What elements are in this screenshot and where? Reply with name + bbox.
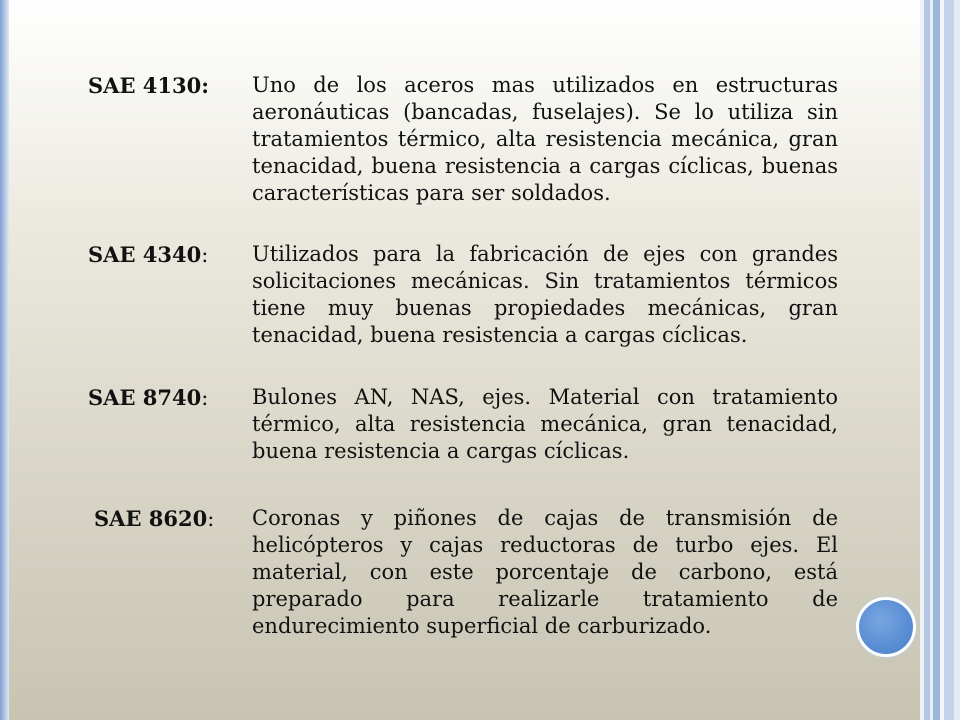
entry-code: SAE 4340:: [88, 242, 209, 267]
entry-description: Uno de los aceros mas utilizados en estructuras aeronáuticas (bancadas, fuselajes). Se lo utiliza sin tratamientos térmico, alta resistencia mecánica, gran tenacidad, buena resistencia a cargas cíclicas, buenas características para ser soldados.: [252, 73, 838, 205]
entry-description: Utilizados para la fabricación de ejes con grandes solicitaciones mecánicas. Sin tratamientos térmicos tiene muy buenas propiedades mecánicas, gran tenacidad, buena resistencia a cargas cíclicas.: [252, 242, 838, 347]
entry-description: Coronas y piñones de cajas de transmisión de helicópteros y cajas reductoras de turbo ejes. El material, con este porcentaje de carbono, está preparado para realizarle tratamiento de endurecimiento superficial de carburizado.: [252, 506, 838, 638]
entry-code: SAE 4130:: [88, 73, 209, 98]
entry-description: Bulones AN, NAS, ejes. Material con tratamiento térmico, alta resistencia mecánica, gran tenacidad, buena resistencia a cargas cíclicas.: [252, 385, 838, 463]
entry-code: SAE 8620:: [94, 506, 215, 531]
entry-code: SAE 8740:: [88, 385, 209, 410]
